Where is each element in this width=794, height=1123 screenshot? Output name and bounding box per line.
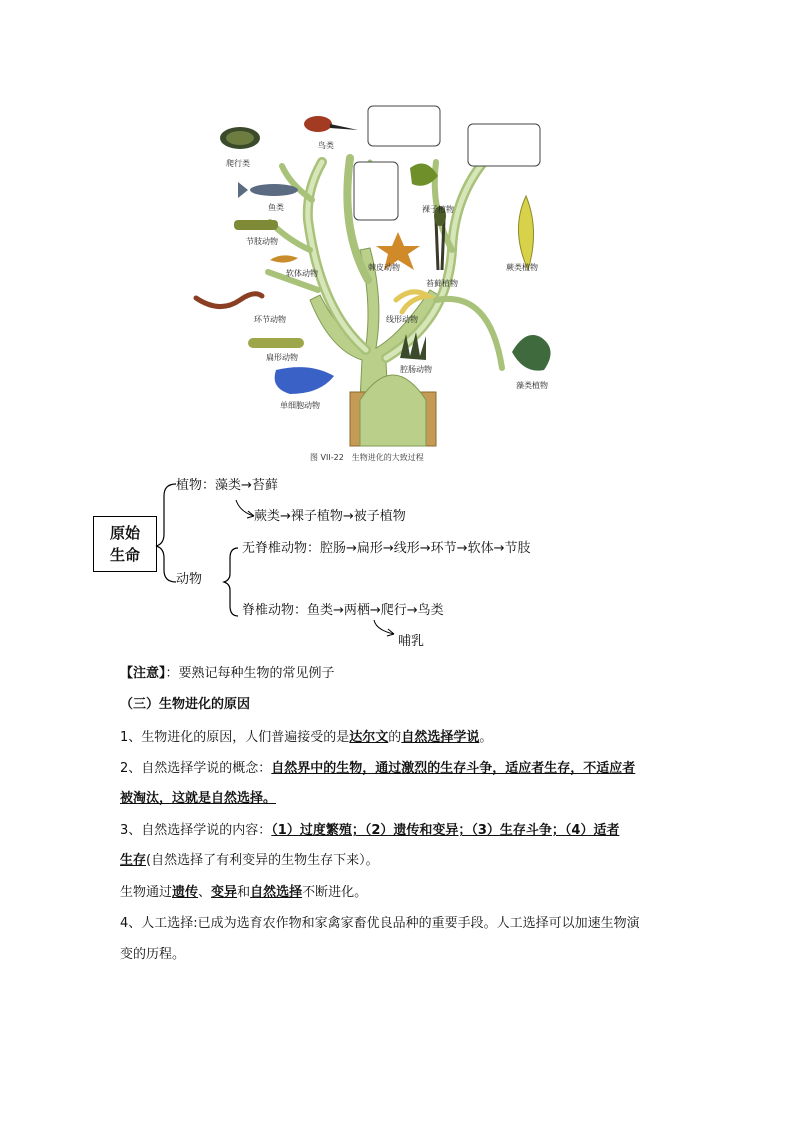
p3-survival: 生存 [120,853,147,868]
label-bryophytes: 苔藓植物 [426,279,458,288]
p3-text: 3、自然选择学说的内容： [120,823,272,838]
paragraph-5-line-1: 4、人工选择:已成为选育农作物和家禽家畜优良品种的重要手段。人工选择可以加速生物演 [120,916,640,931]
label-nematodes: 线形动物 [386,315,418,324]
flatworm-shape [248,338,304,348]
fish-shape [250,184,298,196]
p4-text: 生物通过 [120,885,173,900]
label-coelenterates: 腔肠动物 [400,365,432,374]
empty-box-top [368,106,440,146]
p2-concept: 自然界中的生物，通过激烈的生存斗争，适应者生存，不适应者 [271,761,636,776]
origin-line-1: 原始 [109,524,140,542]
label-annelids: 环节动物 [254,315,286,324]
paragraph-3-line-1 [120,821,619,841]
origin-life-box [93,516,157,572]
p3-note: (自然选择了有利变异的生物生存下来）。 [146,853,379,868]
mollusk-shape [270,255,298,262]
p4-natural-selection: 自然选择 [250,885,303,900]
paragraph-3-line-2 [120,851,379,871]
annelid-shape [196,294,262,307]
label-protozoa: 单细胞动物 [280,401,320,410]
animals-brace [224,548,238,616]
paragraph-5-line-2: 变的历程。 [120,947,186,962]
label-arthropods: 节肢动物 [246,237,278,246]
p4-heredity: 遗传 [172,885,199,900]
plants-line: 植物：藻类→苔藓 [176,478,278,493]
main-brace [156,484,176,582]
p1-of: 的 [388,730,402,745]
scheme-brackets [150,470,470,650]
p2-concept-end: 被淘汰，这就是自然选择。 [120,791,277,806]
label-gymnosperms: 裸子植物 [422,205,454,214]
empty-box-right [468,124,540,166]
arthropod-shape [234,220,278,230]
plants-branch-line: 蕨类→裸子植物→被子植物 [254,509,406,524]
label-mollusks: 软体动物 [286,269,318,278]
p1-natural-selection: 自然选择学说 [401,730,480,745]
paragraph-2-line-1 [120,759,635,779]
paragraph-1 [120,728,492,748]
paragraph-4 [120,883,367,903]
p2-text: 2、自然选择学说的概念： [120,761,272,776]
figure-caption: 图 VII-22 生物进化的大致过程 [310,453,424,462]
p4-end: 不断进化。 [302,885,368,900]
origin-line-2: 生命 [109,546,140,564]
label-flatworms: 扁形动物 [266,353,298,362]
invertebrates-line: 无脊椎动物：腔肠→扁形→线形→环节→软体→节肢 [242,541,531,556]
label-reptiles: 爬行类 [226,159,250,168]
p1-text: 1、生物进化的原因，人们普遍接受的是 [120,730,350,745]
p4-and: 和 [237,885,251,900]
note-prefix: 【注意】 [120,666,166,681]
fern-shape [518,196,533,270]
note-body: ：要熟记每种生物的常见例子 [165,666,335,681]
p4-variation: 变异 [211,885,238,900]
section-title: （三）生物进化的原因 [120,697,251,712]
protozoa-shape [275,367,334,394]
empty-box-middle [354,162,398,220]
note-line [120,664,335,684]
label-ferns: 蕨类植物 [506,263,538,272]
evolution-tree-figure [190,100,560,470]
p1-darwin: 达尔文 [349,730,389,745]
p4-sep: 、 [198,885,212,900]
bird-shape [304,116,332,132]
p1-end: 。 [479,730,493,745]
mammals-label: 哺乳 [398,634,425,649]
vertebrates-line: 脊椎动物：鱼类→两栖→爬行→鸟类 [242,603,444,618]
animals-label: 动物 [176,572,203,587]
algae-shape [512,335,551,371]
p3-content: （1）过度繁殖；（2）遗传和变异；（3）生存斗争；（4）适者 [271,823,620,838]
label-fish: 鱼类 [268,203,284,212]
evolution-tree-drawing [190,100,560,470]
label-algae: 藻类植物 [516,381,548,390]
label-birds: 鸟类 [318,141,334,150]
label-echinoderms: 棘皮动物 [368,263,400,272]
paragraph-2-line-2 [120,789,276,809]
